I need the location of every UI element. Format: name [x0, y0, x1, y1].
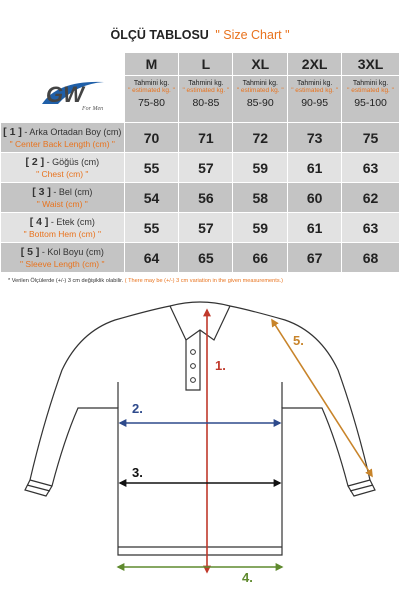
measure-value: 68 [342, 243, 400, 273]
measure-value: 54 [124, 183, 179, 213]
weight-cell [342, 76, 400, 123]
measure-name-en: " Waist (cm) " [36, 198, 88, 209]
weight-label-en: " estimated kg. " [128, 87, 175, 94]
marker-2-label: 2. [132, 401, 143, 416]
measure-value: 66 [233, 243, 288, 273]
measure-num: [ 4 ] [29, 215, 49, 228]
right-cuff [348, 480, 373, 491]
measure-value: 70 [124, 123, 179, 153]
weight-label-en: " estimated kg. " [236, 87, 284, 94]
weight-cell [288, 76, 342, 123]
measure-value: 56 [179, 183, 233, 213]
weight-cell [233, 76, 288, 123]
measure-label [1, 183, 125, 213]
weight-label-tr: Tahmini kg. [242, 80, 278, 87]
measure-value: 59 [233, 153, 288, 183]
logo-mark: GW [46, 82, 84, 107]
measure-num: [ 5 ] [20, 245, 40, 258]
weight-label-en: " estimated kg. " [347, 87, 394, 94]
weight-label-tr: Tahmini kg. [352, 80, 389, 87]
left-cuff [27, 480, 52, 491]
brand-logo [36, 74, 110, 114]
note-en: ( There may be (+/-) 3 cm variation in the given measurements.) [124, 278, 284, 284]
measure-value: 64 [124, 243, 179, 273]
size-header: 3XL [342, 53, 400, 76]
note-tr: * Verilen Ölçülerde (+/-) 3 cm değişiklik olabilir. [8, 278, 124, 284]
measure-name-en: " Chest (cm) " [36, 168, 89, 179]
measure-value: 75 [342, 123, 400, 153]
measure-name-tr: - Arka Ortadan Boy (cm) [24, 126, 122, 137]
measure-name-tr: - Etek (cm) [50, 216, 95, 227]
button [191, 378, 196, 383]
logo-tagline: For Men [82, 106, 104, 112]
marker-5-label: 5. [293, 333, 304, 348]
size-header: L [179, 53, 233, 76]
measure-label [1, 153, 125, 183]
measure-label [1, 123, 125, 153]
weight-label-en: " estimated kg. " [291, 87, 339, 94]
weight-range: 80-85 [192, 97, 220, 109]
measure-name-tr: - Bel (cm) [53, 186, 93, 197]
button [191, 364, 196, 369]
measure-num: [ 1 ] [3, 125, 22, 138]
title-tr: ÖLÇÜ TABLOSU [110, 28, 209, 42]
size-header: 2XL [288, 53, 342, 76]
measure-name-tr: - Göğüs (cm) [46, 156, 100, 167]
measure-num: [ 3 ] [32, 185, 51, 198]
measure-value: 63 [342, 213, 400, 243]
weight-label-tr: Tahmini kg. [188, 80, 224, 87]
measure-value: 62 [342, 183, 400, 213]
measure-value: 73 [288, 123, 342, 153]
weight-label-tr: Tahmini kg. [296, 80, 333, 87]
measure-name-en: " Center Back Length (cm) " [9, 138, 115, 149]
measure-value: 67 [288, 243, 342, 273]
measure-name-en: " Bottom Hem (cm) " [23, 228, 101, 239]
measure-value: 60 [288, 183, 342, 213]
weight-cell [124, 76, 179, 123]
collar-back [170, 302, 230, 306]
weight-cell [179, 76, 233, 123]
measure-name-en: " Sleeve Length (cm) " [20, 258, 105, 269]
weight-range: 85-90 [246, 97, 274, 109]
measure-num: [ 2 ] [25, 155, 45, 168]
measure-value: 71 [179, 123, 233, 153]
measure-value: 55 [124, 213, 179, 243]
marker-5-line [272, 320, 372, 476]
size-header: XL [233, 53, 288, 76]
measure-value: 55 [124, 153, 179, 183]
weight-range: 75-80 [138, 97, 165, 109]
weight-label-tr: Tahmini kg. [133, 80, 170, 87]
shirt-diagram [0, 290, 400, 600]
button [191, 350, 196, 355]
size-header: M [124, 53, 179, 76]
marker-3-label: 3. [132, 465, 143, 480]
chart-title [0, 28, 400, 42]
marker-4-label: 4. [242, 570, 253, 585]
measure-value: 65 [179, 243, 233, 273]
weight-range: 95-100 [354, 97, 387, 109]
measure-label [1, 243, 125, 273]
measure-value: 57 [179, 213, 233, 243]
measure-value: 58 [233, 183, 288, 213]
variation-note [8, 278, 283, 284]
measure-value: 59 [233, 213, 288, 243]
measure-value: 63 [342, 153, 400, 183]
measure-value: 72 [233, 123, 288, 153]
weight-range: 90-95 [301, 97, 329, 109]
measure-value: 57 [179, 153, 233, 183]
measure-name-tr: - Kol Boyu (cm) [41, 246, 104, 257]
measure-value: 61 [288, 153, 342, 183]
marker-1-label: 1. [215, 358, 226, 373]
weight-label-en: " estimated kg. " [182, 87, 230, 94]
shirt-outline [25, 302, 375, 555]
buttons [191, 350, 196, 383]
measure-label [1, 213, 125, 243]
measure-value: 61 [288, 213, 342, 243]
title-en: " Size Chart " [215, 28, 290, 42]
